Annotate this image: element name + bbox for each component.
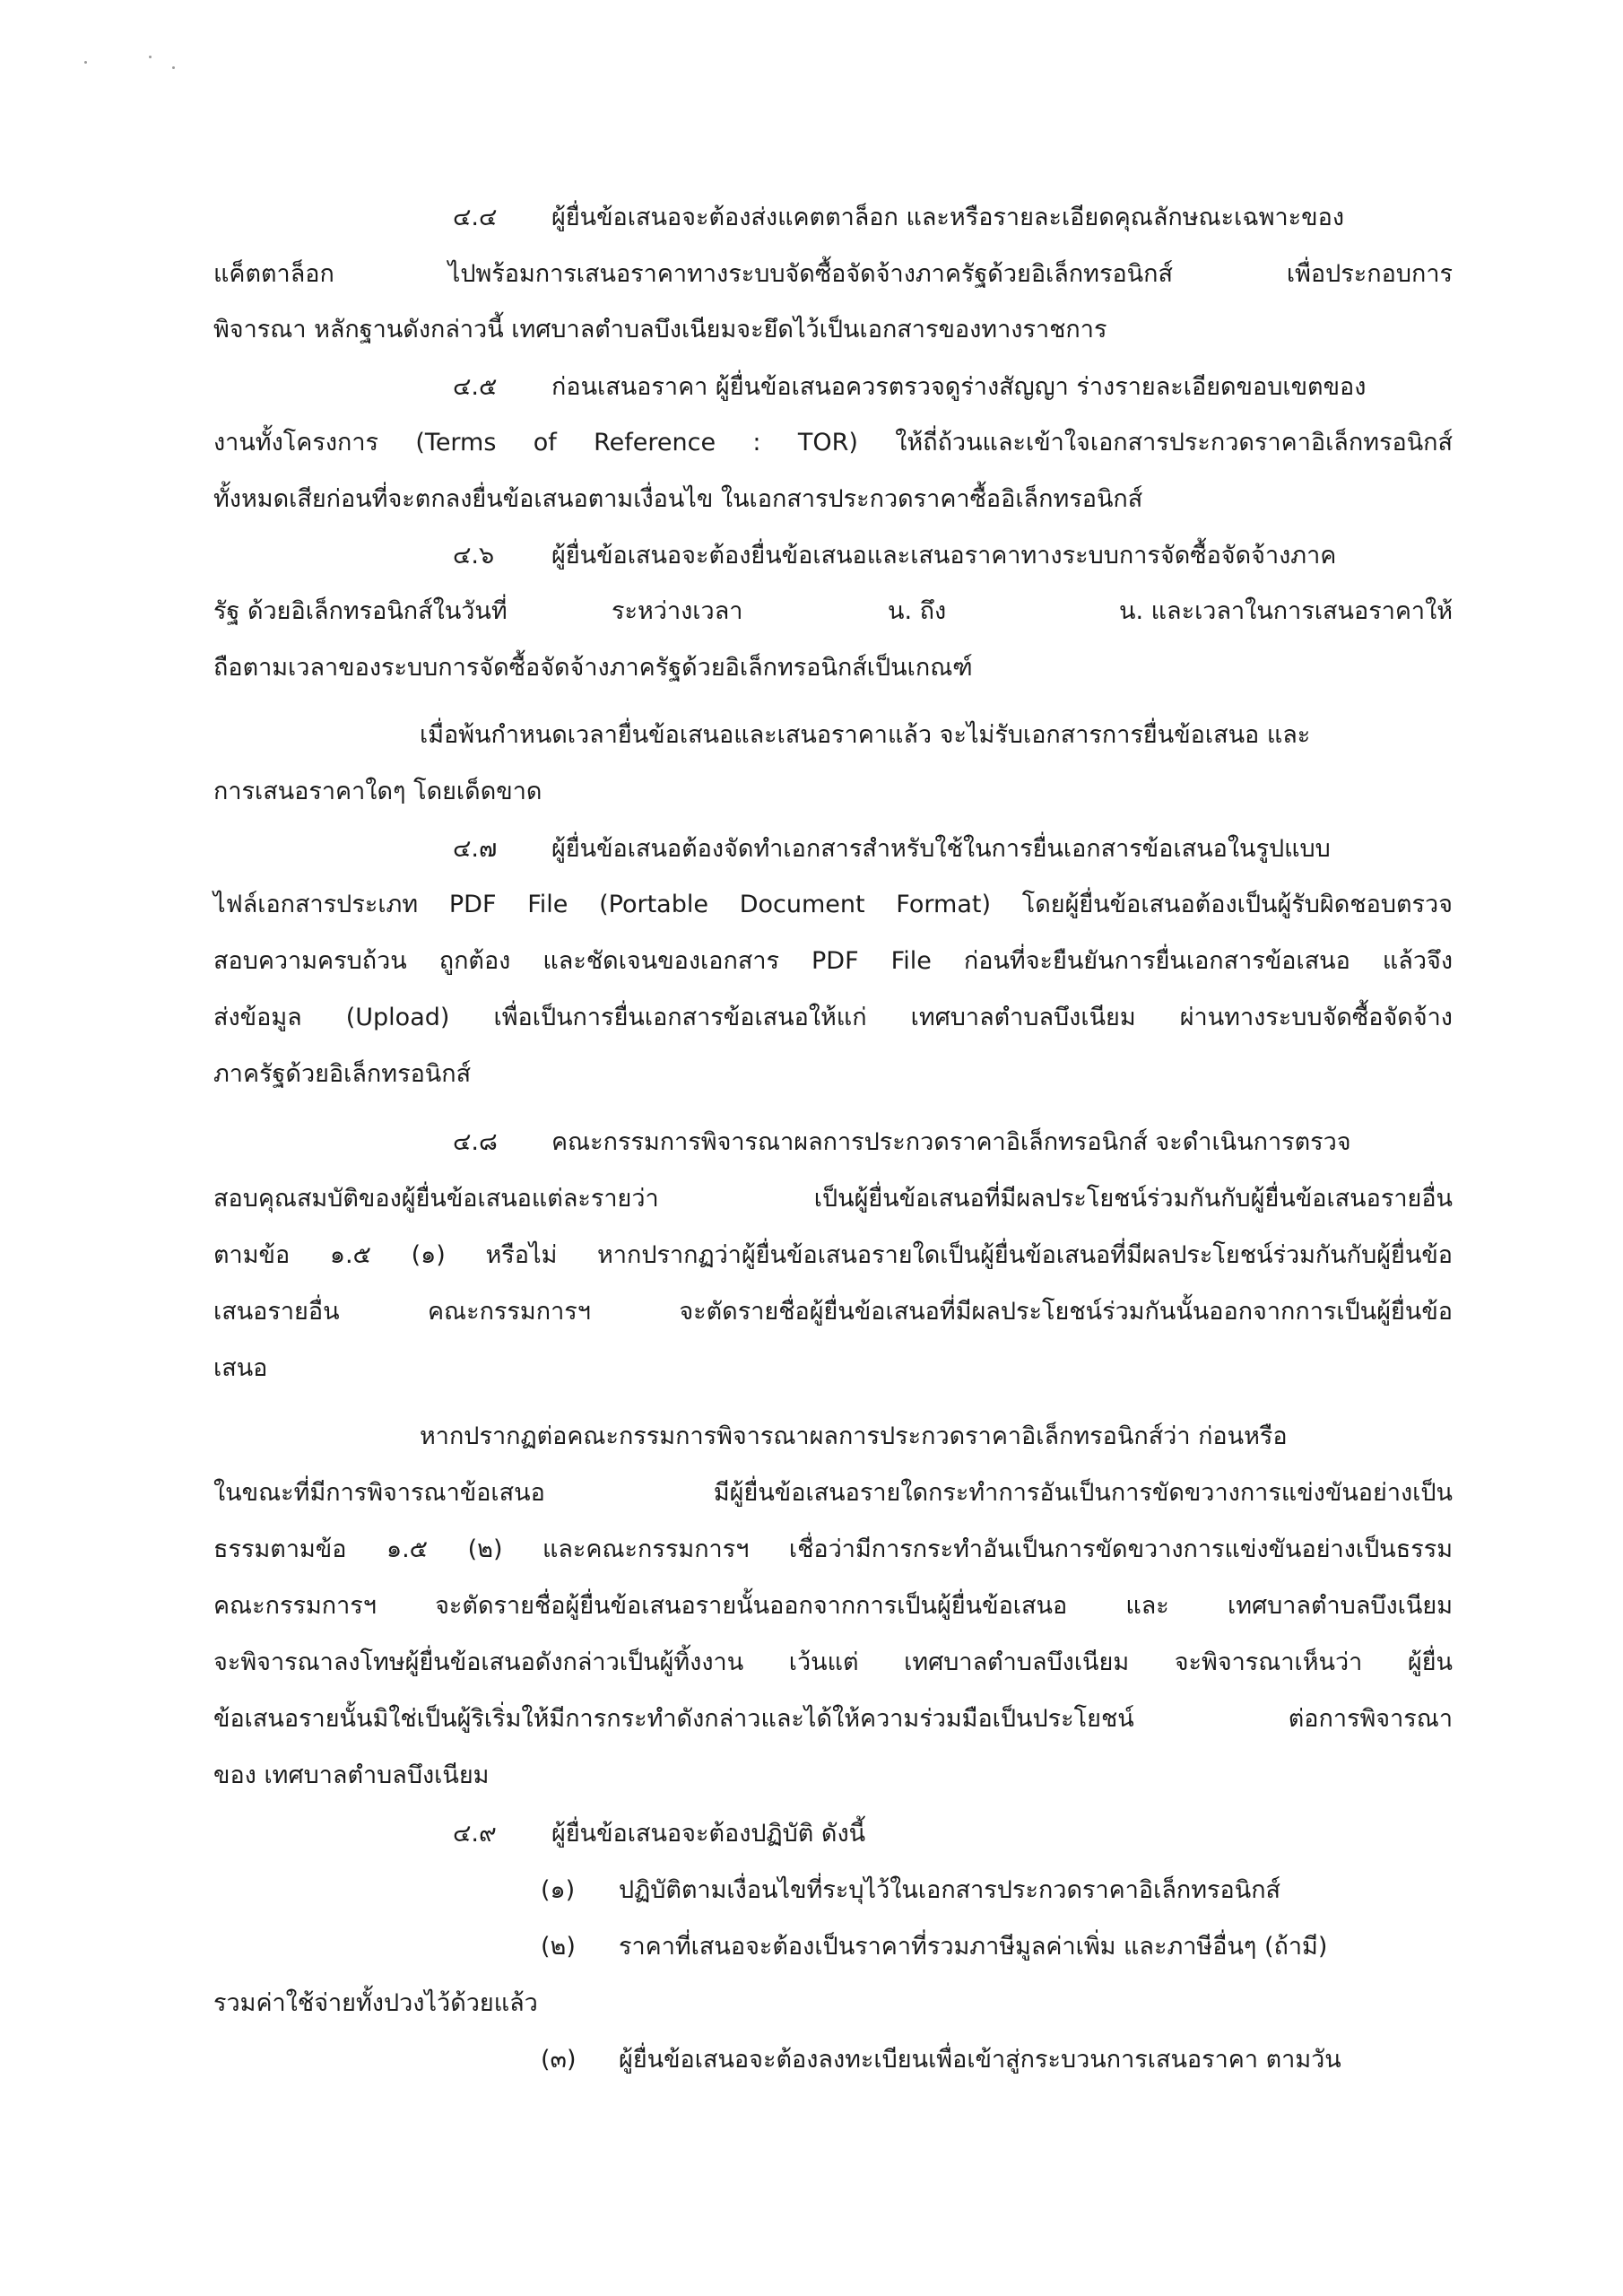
time-to-label: น. ถึง	[888, 597, 947, 625]
para-4-6-line-3: ถือตามเวลาของระบบการจัดซื้อจัดจ้างภาครัฐด้วยอิเล็กทรอนิกส์เป็นเกณฑ์	[213, 654, 973, 682]
para-4-8-line-3: ตามข้อ ๑.๕ (๑) หรือไม่ หากปรากฏว่าผู้ยื่นข้อเสนอรายใดเป็นผู้ยื่นข้อเสนอที่มีผลประโยชน์ร่วมกันกับผู้ยื่นข้อ	[213, 1241, 1453, 1269]
scan-specks	[81, 54, 206, 99]
para-text: ก่อนเสนอราคา ผู้ยื่นข้อเสนอควรตรวจดูร่างสัญญา ร่างรายละเอียดขอบเขตของ	[551, 373, 1367, 401]
para-4-7-line-2: ไฟล์เอกสารประเภท PDF File (Portable Document Format) โดยผู้ยื่นข้อเสนอต้องเป็นผู้รับผิดชอบตรวจ	[213, 891, 1453, 918]
date-label: รัฐ ด้วยอิเล็กทรอนิกส์ในวันที่	[213, 597, 508, 625]
para-4-7-line-4: ส่งข้อมูล (Upload) เพื่อเป็นการยื่นเอกสารข้อเสนอให้แก่ เทศบาลตำบลบึงเนียม ผ่านทางระบบจัดซื้อจัดจ้าง	[213, 1004, 1453, 1031]
para-text: เมื่อพ้นกำหนดเวลายื่นข้อเสนอและเสนอราคาแล้ว จะไม่รับเอกสารการยื่นข้อเสนอ และ	[420, 721, 1311, 749]
para-4-5-line-2: งานทั้งโครงการ (Terms of Reference : TOR) ให้ถี่ถ้วนและเข้าใจเอกสารประกวดราคาอิเล็กทรอนิกส์	[213, 429, 1453, 457]
time-end-label: น. และเวลาในการเสนอราคาให้	[1119, 597, 1454, 625]
para-4-7-line-3: สอบความครบถ้วน ถูกต้อง และชัดเจนของเอกสาร PDF File ก่อนที่จะยืนยันการยื่นเอกสารข้อเสนอ แล้วจึง	[213, 947, 1453, 975]
para-4-8b-line-6: ข้อเสนอรายนั้นมิใช่เป็นผู้ริเริ่มให้มีการกระทำดังกล่าวและได้ให้ความร่วมมือเป็นประโยชน์ ต่อการพิจารณา	[213, 1705, 1453, 1733]
para-text: ผู้ยื่นข้อเสนอจะต้องยื่นข้อเสนอและเสนอราคาทางระบบการจัดซื้อจัดจ้างภาค	[551, 542, 1337, 570]
para-text: หากปรากฏต่อคณะกรรมการพิจารณาผลการประกวดราคาอิเล็กทรอนิกส์ว่า ก่อนหรือ	[420, 1422, 1288, 1450]
item-number: (๒)	[541, 1933, 576, 1961]
para-4-5-line-3: ทั้งหมดเสียก่อนที่จะตกลงยื่นข้อเสนอตามเงื่อนไข ในเอกสารประกวดราคาซื้ออิเล็กทรอนิกส์	[213, 485, 1143, 513]
para-number: ๔.๕	[453, 373, 498, 401]
para-text: คณะกรรมการพิจารณาผลการประกวดราคาอิเล็กทรอนิกส์ จะดำเนินการตรวจ	[551, 1128, 1351, 1156]
para-number: ๔.๙	[453, 1820, 497, 1848]
item-text: ปฏิบัติตามเงื่อนไขที่ระบุไว้ในเอกสารประกวดราคาอิเล็กทรอนิกส์	[619, 1876, 1281, 1904]
scan-speck	[84, 61, 87, 64]
para-4-7-line-5: ภาครัฐด้วยอิเล็กทรอนิกส์	[213, 1060, 472, 1088]
item-number: (๓)	[541, 2046, 577, 2074]
scan-speck	[172, 66, 175, 69]
para-4-6-line-5: การเสนอราคาใดๆ โดยเด็ดขาด	[213, 778, 542, 805]
para-4-8b-line-2: ในขณะที่มีการพิจารณาข้อเสนอ มีผู้ยื่นข้อเสนอรายใดกระทำการอันเป็นการขัดขวางการแข่งขันอย่างเป็น	[213, 1479, 1453, 1507]
para-4-4-line-3: พิจารณา หลักฐานดังกล่าวนี้ เทศบาลตำบลบึงเนียมจะยึดไว้เป็นเอกสารของทางราชการ	[213, 316, 1107, 344]
para-number: ๔.๖	[453, 542, 495, 570]
item-text: ผู้ยื่นข้อเสนอจะต้องลงทะเบียนเพื่อเข้าสู่กระบวนการเสนอราคา ตามวัน	[619, 2046, 1341, 2074]
para-text: ผู้ยื่นข้อเสนอจะต้องส่งแคตตาล็อก และหรือรายละเอียดคุณลักษณะเฉพาะของ	[551, 204, 1345, 231]
para-text: ผู้ยื่นข้อเสนอจะต้องปฏิบัติ ดังนี้	[551, 1820, 866, 1848]
item-number: (๑)	[541, 1876, 576, 1904]
para-number: ๔.๘	[453, 1128, 498, 1156]
para-4-8b-line-5: จะพิจารณาลงโทษผู้ยื่นข้อเสนอดังกล่าวเป็นผู้ทิ้งงาน เว้นแต่ เทศบาลตำบลบึงเนียม จะพิจารณาเห็นว่า ผู้ยื่น	[213, 1648, 1453, 1676]
para-4-4-line-2: แค็ตตาล็อก ไปพร้อมการเสนอราคาทางระบบจัดซื้อจัดจ้างภาครัฐด้วยอิเล็กทรอนิกส์ เพื่อประกอบการ	[213, 260, 1453, 288]
para-4-8-line-4: เสนอรายอื่น คณะกรรมการฯ จะตัดรายชื่อผู้ยื่นข้อเสนอที่มีผลประโยชน์ร่วมกันนั้นออกจากการเป็นผู้ยื่นข้อ	[213, 1298, 1453, 1326]
time-range-label: ระหว่างเวลา	[612, 597, 743, 625]
para-4-8-line-2: สอบคุณสมบัติของผู้ยื่นข้อเสนอแต่ละรายว่า เป็นผู้ยื่นข้อเสนอที่มีผลประโยชน์ร่วมกันกับผู้ยื่นข้อเสนอรายอื่น	[213, 1185, 1453, 1213]
para-number: ๔.๗	[453, 835, 498, 863]
para-text: ผู้ยื่นข้อเสนอต้องจัดทำเอกสารสำหรับใช้ในการยื่นเอกสารข้อเสนอในรูปแบบ	[551, 835, 1331, 863]
para-4-8-line-5: เสนอ	[213, 1354, 268, 1382]
item-text: ราคาที่เสนอจะต้องเป็นราคาที่รวมภาษีมูลค่าเพิ่ม และภาษีอื่นๆ (ถ้ามี)	[619, 1933, 1328, 1961]
para-number: ๔.๔	[453, 204, 498, 231]
para-4-8b-line-4: คณะกรรมการฯ จะตัดรายชื่อผู้ยื่นข้อเสนอรายนั้นออกจากการเป็นผู้ยื่นข้อเสนอ และ เทศบาลตำบลบึงเนียม	[213, 1592, 1453, 1620]
para-4-9-item-2-cont: รวมค่าใช้จ่ายทั้งปวงไว้ด้วยแล้ว	[213, 1989, 538, 2017]
para-4-8b-line-7: ของ เทศบาลตำบลบึงเนียม	[213, 1761, 490, 1789]
scan-speck	[149, 56, 152, 58]
para-4-8b-line-3: ธรรมตามข้อ ๑.๕ (๒) และคณะกรรมการฯ เชื่อว่ามีการกระทำอันเป็นการขัดขวางการแข่งขันอย่างเป็นธรรม	[213, 1535, 1453, 1563]
